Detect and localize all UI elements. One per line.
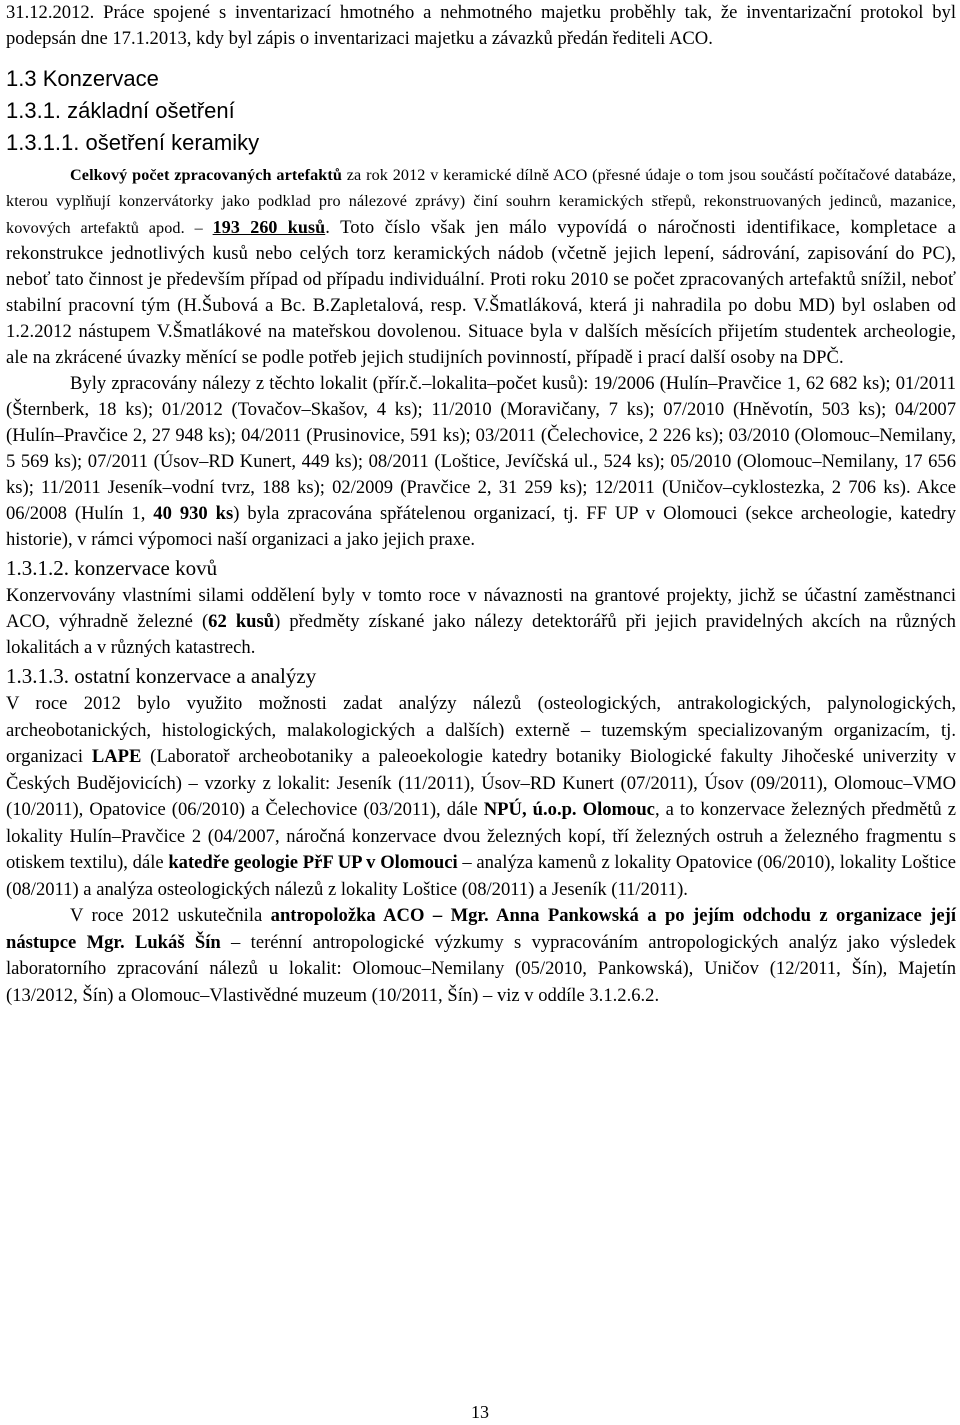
- document-page: [6, 0, 956, 1009]
- analyses-p1-b: (Laboratoř archeobotaniky a paleoekologie katedry botaniky Biologické fakulty Jihočeské univerzity v Českých Budějovicích) – vzorky z lokalit: Jeseník (11/2011), Úsov–RD Kunert (07/2011), Úsov (09/2011), Olomouc–VMO (10/2011), Opatovice (06/2010) a Čelechovice (03/2011), dále: [6, 746, 956, 820]
- heading-ostatni-konzervace: 1.3.1.3. ostatní konzervace a analýzy: [6, 664, 317, 688]
- analyses-p2-bold: antropoložka ACO – Mgr. Anna Pankowská a po jejím odchodu z organizace její nástupce Mgr. Lukáš Šín: [6, 905, 956, 953]
- analyses-p2-b: – terénní antropologické výzkumy s vypracováním antropologických analýz jako výsledek laboratorního zpracování nálezů u lokalit: Olomouc–Nemilany (05/2010, Pankowská), Uničov (12/2011, Šín), Majetín (13/2012, Šín) a Olomouc–Vlastivědné muzeum (10/2011, Šín) – viz v oddíle 3.1.2.6.2.: [6, 931, 956, 1006]
- ceramics-p2-bold: 40 930 ks: [153, 503, 234, 524]
- heading-konzervace-kovu: 1.3.1.2. konzervace kovů: [6, 556, 218, 580]
- analyses-paragraph-1: [6, 691, 956, 903]
- analyses-paragraph-2: [6, 903, 956, 1009]
- coins-paragraph: [6, 583, 956, 661]
- ceramics-p2-a: Byly zpracovány nálezy z těchto lokalit (přír.č.–lokalita–počet kusů): 19/2006 (Hulín–Pravčice 1, 62 682 ks); 01/2011 (Šternberk, 18 ks); 01/2012 (Tovačov–Skašov, 4 ks); 11/2010 (Moravičany, 7 ks); 07/2010 (Hněvotín, 503 ks); 04/2007 (Hulín–Pravčice 2, 27 948 ks); 04/2011 (Prusinovice, 591 ks); 03/2011 (Čelechovice, 2 226 ks); 03/2010 (Olomouc–Nemilany, 5 569 ks); 07/2011 (Úsov–RD Kunert, 449 ks); 08/2011 (Loštice, Jevíčská ul., 524 ks); 05/2010 (Olomouc–Nemilany, 17 656 ks); 11/2011 Jeseník–vodní tvrz, 188 ks); 02/2009 (Pravčice 2, 31 259 ks); 12/2011 (Uničov–cyklostezka, 2 706 ks). Akce 06/2008 (Hulín 1,: [6, 373, 956, 524]
- ceramics-p1-tail: . Toto číslo však jen málo vypovídá o náročnosti identifikace, kompletace a rekonstrukce jednotlivých kusů nebo celých torz keramických nádob (včetně jejich lepení, sádrování, zapisování do PC), neboť tato činnost je především případ od případu individuální. Proti roku 2010 se počet zpracovaných artefaktů snížil, neboť stabilní pracovní tým (H.Šubová a Bc. B.Zapletalová, resp. V.Šmatláková, která ji nahradila po dobu MD) byl oslaben od 1.2.2012 nástupem V.Šmatlákové na mateřskou dovolenou. Situace byla v dalších měsících přijetím studentek archeologie, ale na zkrácené úvazky měnící se podle potřeb jejich studijních povinností, případě i prací další osoby na DPČ.: [6, 217, 956, 368]
- ceramics-total: 193 260 kusů: [212, 217, 326, 237]
- ceramics-p2-b: ) byla zpracována spřátelenou organizací, tj. FF UP v Olomouci (sekce archeologie, katedry historie), v rámci výpomoci naší organizaci a jako jejich praxe.: [6, 503, 956, 550]
- intro-paragraph: 31.12.2012. Práce spojené s inventarizací hmotného a nehmotného majetku proběhly tak, že inventarizační protokol byl podepsán dne 17.1.2013, kdy byl zápis o inventarizaci majetku a závazků předán řediteli ACO.: [6, 2, 956, 49]
- coins-p-b: ) předměty získané jako nálezy detektorářů při jejich pravidelných akcích na různých lokalitách a v různých katastrech.: [6, 611, 956, 658]
- analyses-geologie: katedře geologie PřF UP v Olomouci: [168, 852, 458, 873]
- heading-konzervace: 1.3 Konzervace: [6, 66, 159, 91]
- analyses-p1-d: – analýza kamenů z lokality Opatovice (06/2010), lokality Loštice (08/2011) a analýza osteologických nálezů z lokality Loštice (08/2011) a Jeseník (11/2011).: [6, 852, 956, 900]
- section-heading-1-3: [6, 64, 956, 158]
- analyses-npu: NPÚ, ú.o.p. Olomouc: [483, 799, 655, 820]
- ceramics-paragraph-1: [6, 162, 956, 371]
- ceramics-lead-bold: Celkový počet zpracovaných artefaktů: [70, 166, 343, 184]
- heading-zakladni-osetreni: 1.3.1. základní ošetření: [6, 98, 235, 123]
- coins-p-bold: 62 kusů: [208, 611, 275, 632]
- coins-p-a: Konzervovány vlastními silami oddělení byly v tomto roce v návaznosti na grantové projekty, jichž se účastní zaměstnanci ACO, výhradně železné (: [6, 585, 956, 632]
- ceramics-paragraph-2: [6, 371, 956, 553]
- analyses-p2-a: V roce 2012 uskutečnila: [70, 905, 271, 926]
- page-number: 13: [471, 1402, 489, 1422]
- analyses-p1-c: , a to konzervace železných předmětů z lokality Hulín–Pravčice 2 (04/2007, náročná konzervace dvou železných kopí, tří železných ostruh a železného fragmentu s otiskem textilu), dále: [6, 799, 957, 873]
- heading-osetreni-keramiky: 1.3.1.1. ošetření keramiky: [6, 130, 260, 155]
- analyses-lape: LAPE: [91, 746, 142, 767]
- analyses-p1-a: V roce 2012 bylo využito možnosti zadat analýzy nálezů (osteologických, antrakologických, palynologických, archeobotanických, histologických, malakologických a dalších) externě – tuzemským specializovaným organizacím, tj. organizaci: [6, 693, 956, 767]
- ceramics-p1-rest: za rok 2012 v keramické dílně ACO (přesné údaje o tom jsou součástí počítačové databáze, kterou vyplňují konzervátorky jako podklad pro nálezové zprávy) činí souhrn keramických střepů, rekonstruovaných jedinců, mazanice, kovových artefaktů apod. –: [6, 166, 956, 237]
